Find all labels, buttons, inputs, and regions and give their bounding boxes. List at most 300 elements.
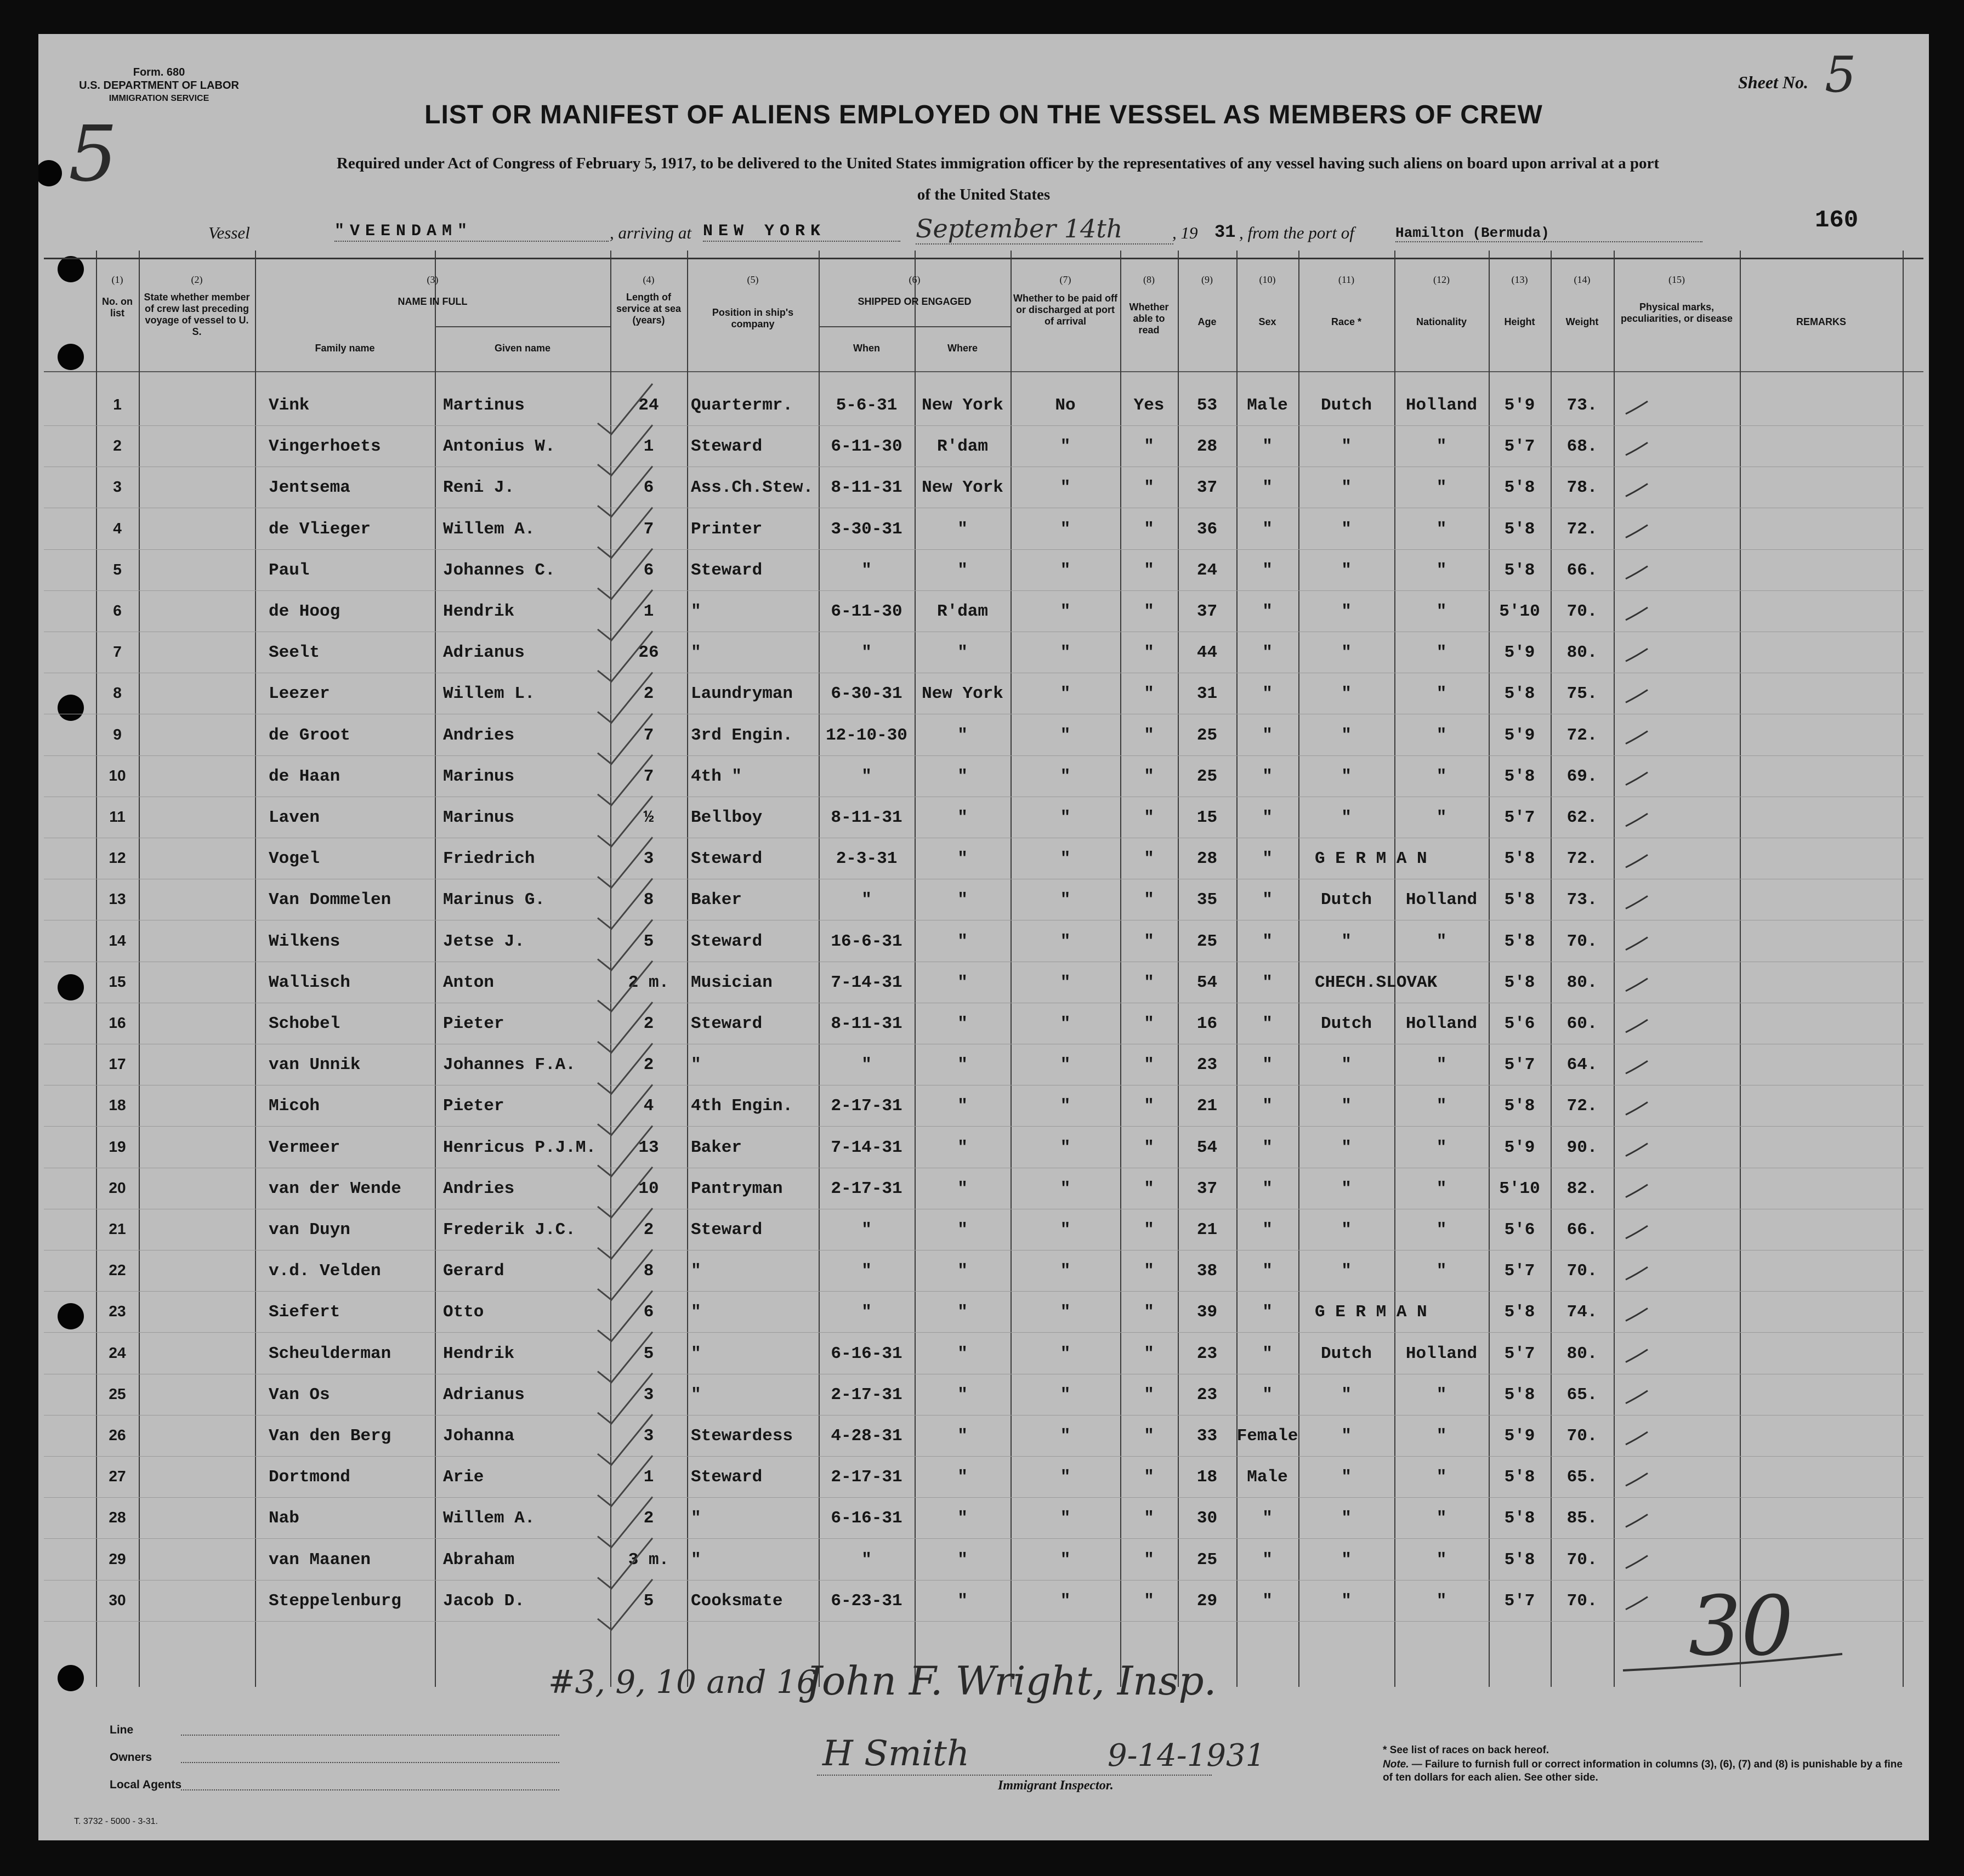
cell-age: 38 (1196, 1261, 1218, 1281)
cell-nationality: Holland (1405, 396, 1478, 415)
cell-height: 5'9 (1504, 1426, 1535, 1446)
footer-owners-label: Owners (110, 1751, 152, 1764)
cell-age: 54 (1196, 973, 1218, 992)
cell-paid: " (1060, 931, 1071, 951)
cell-position: " (691, 1385, 701, 1405)
cell-read: " (1144, 1138, 1154, 1157)
cell-read: " (1144, 1055, 1154, 1075)
cell-when: " (861, 643, 872, 663)
cell-read: " (1144, 890, 1154, 910)
cell-height: 5'7 (1504, 437, 1535, 457)
cell-height: 5'8 (1504, 1468, 1535, 1487)
cell-where: " (957, 1138, 968, 1157)
cell-family: Vogel (269, 849, 320, 869)
cell-sex: " (1262, 602, 1273, 621)
cell-family: Van den Berg (269, 1426, 391, 1446)
cell-height: 5'7 (1504, 1261, 1535, 1281)
cell-where: " (957, 1014, 968, 1033)
cell-service: 7 (643, 519, 654, 539)
physical-marks-dash (1626, 1308, 1648, 1321)
corner-number-mark: 5 (69, 110, 118, 199)
colnum-2: (2) (191, 274, 203, 285)
cell-given: Anton (443, 973, 495, 992)
cell-position: Bellboy (691, 808, 763, 827)
cell-when: 2-17-31 (831, 1179, 902, 1198)
cell-weight: 73. (1566, 890, 1598, 910)
cell-family: van der Wende (269, 1179, 401, 1198)
cell-nationality: " (1436, 1591, 1447, 1611)
cell-service: ½ (643, 808, 654, 827)
cell-when: " (861, 1055, 872, 1075)
colnum-8: (8) (1143, 274, 1155, 285)
col-header-name: NAME IN FULL (398, 296, 468, 307)
cell-age: 37 (1196, 1179, 1218, 1198)
cell-where: " (957, 808, 968, 827)
cell-no: 10 (109, 766, 126, 784)
cell-nationality: " (1436, 1220, 1447, 1240)
cell-sex: " (1262, 931, 1273, 951)
cell-family: de Groot (269, 725, 350, 745)
cell-nationality: " (1436, 1096, 1447, 1116)
cell-height: 5'7 (1504, 808, 1535, 827)
cell-where: " (957, 766, 968, 786)
cell-service: 6 (643, 560, 654, 580)
cell-race: CHECH.SLOVAK (1315, 973, 1438, 992)
cell-race: Dutch (1320, 1344, 1372, 1363)
physical-marks-dash (1626, 649, 1648, 661)
cell-nationality: " (1436, 1055, 1447, 1075)
cell-weight: 72. (1566, 519, 1598, 539)
cell-weight: 70. (1566, 931, 1598, 951)
cell-sex: " (1262, 1550, 1273, 1570)
physical-marks-dash (1626, 607, 1648, 620)
cell-nationality: Holland (1405, 890, 1478, 910)
cell-read: " (1144, 1014, 1154, 1033)
cell-sex: " (1262, 1303, 1273, 1322)
subtitle-line-2: of the United States (917, 186, 1051, 203)
cell-where: " (957, 1550, 968, 1570)
col-header-race: Race * (1331, 316, 1362, 327)
cell-height: 5'8 (1504, 890, 1535, 910)
footer-agents-field (181, 1789, 559, 1790)
physical-marks-dash (1626, 937, 1648, 950)
check-mark (598, 1084, 652, 1135)
cell-no: 27 (109, 1468, 126, 1485)
inspector-label: Immigrant Inspector. (998, 1778, 1114, 1793)
fine-note-label: Note. (1383, 1759, 1409, 1770)
races-footnote: * See list of races on back hereof. (1383, 1744, 1549, 1756)
cell-position: " (691, 1055, 701, 1075)
cell-paid: " (1060, 890, 1071, 910)
cell-family: Vink (269, 396, 310, 415)
physical-marks-dash (1626, 855, 1648, 867)
from-label: , from the port of (1239, 223, 1354, 242)
colnum-3: (3) (427, 274, 439, 285)
immigrant-inspector-signature: H Smith (822, 1733, 970, 1774)
cell-where: R'dam (936, 437, 988, 457)
cell-where: " (957, 1509, 968, 1528)
cell-read: " (1144, 1096, 1154, 1116)
physical-marks-dash (1626, 1020, 1648, 1032)
physical-marks-dash (1626, 1556, 1648, 1568)
cell-no: 24 (109, 1344, 126, 1361)
check-mark (598, 508, 652, 558)
cell-age: 25 (1196, 931, 1218, 951)
col-header-height: Height (1504, 316, 1535, 327)
cell-weight: 74. (1566, 1303, 1598, 1322)
cell-sex: " (1262, 478, 1273, 498)
cell-nationality: " (1436, 766, 1447, 786)
signature-rule (817, 1775, 1212, 1776)
cell-no: 12 (109, 849, 126, 867)
cell-when: 4-28-31 (831, 1426, 902, 1446)
cell-sex: " (1262, 1220, 1273, 1240)
cell-when: 2-3-31 (836, 849, 898, 869)
cell-height: 5'6 (1504, 1220, 1535, 1240)
cell-family: Seelt (269, 643, 320, 663)
cell-paid: " (1060, 519, 1071, 539)
cell-given: Arie (443, 1468, 484, 1487)
cell-sex: " (1262, 1138, 1273, 1157)
cell-where: " (957, 643, 968, 663)
cell-height: 5'8 (1504, 684, 1535, 704)
cell-family: Laven (269, 808, 320, 827)
cell-no: 26 (109, 1426, 126, 1443)
cell-family: Dortmond (269, 1468, 350, 1487)
cell-weight: 70. (1566, 602, 1598, 621)
cell-position: 3rd Engin. (691, 725, 793, 745)
cell-sex: " (1262, 973, 1273, 992)
cell-where: " (957, 1591, 968, 1611)
cell-weight: 75. (1566, 684, 1598, 704)
cell-where: " (957, 519, 968, 539)
cell-no: 21 (109, 1220, 126, 1237)
cell-paid: " (1060, 437, 1071, 457)
cell-where: " (957, 1468, 968, 1487)
cell-when: 7-14-31 (831, 973, 902, 992)
check-mark (598, 425, 652, 475)
cell-weight: 73. (1566, 396, 1598, 415)
cell-weight: 70. (1566, 1591, 1598, 1611)
cell-age: 33 (1196, 1426, 1218, 1446)
cell-age: 37 (1196, 602, 1218, 621)
col-header-family-name: Family name (315, 343, 375, 354)
cell-paid: " (1060, 973, 1071, 992)
col-header-read: Whether able to read (1129, 302, 1169, 336)
cell-read: " (1144, 766, 1154, 786)
cell-read: " (1144, 1220, 1154, 1240)
cell-sex: " (1262, 1096, 1273, 1116)
cell-age: 15 (1196, 808, 1218, 827)
cell-weight: 70. (1566, 1550, 1598, 1570)
cell-no: 18 (109, 1096, 126, 1114)
cell-service: 2 (643, 1220, 654, 1240)
cell-family: Vermeer (269, 1138, 340, 1157)
cell-nationality: " (1436, 560, 1447, 580)
physical-marks-dash (1626, 442, 1648, 455)
cell-weight: 85. (1566, 1509, 1598, 1528)
cell-sex: " (1262, 1385, 1273, 1405)
inspector-signature: John F. Wright, Insp. (806, 1658, 1217, 1704)
physical-marks-dash (1626, 731, 1648, 744)
cell-nationality: " (1436, 684, 1447, 704)
cell-nationality: " (1436, 437, 1447, 457)
cell-read: " (1144, 1509, 1154, 1528)
cell-position: Steward (691, 1220, 763, 1240)
cell-height: 5'9 (1504, 725, 1535, 745)
arrival-year: 31 (1214, 222, 1236, 242)
cell-position: Laundryman (691, 684, 793, 704)
check-mark (598, 631, 652, 681)
cell-read: " (1144, 1591, 1154, 1611)
physical-marks-dash (1626, 1391, 1648, 1403)
cell-given: Reni J. (443, 478, 515, 498)
check-mark (598, 1373, 652, 1424)
cell-read: " (1144, 1426, 1154, 1446)
cell-age: 31 (1196, 684, 1218, 704)
cell-where: " (957, 1303, 968, 1322)
cell-race: " (1341, 1550, 1352, 1570)
cell-paid: " (1060, 1014, 1071, 1033)
cell-sex: " (1262, 1591, 1273, 1611)
cell-paid: " (1060, 478, 1071, 498)
cell-weight: 68. (1566, 437, 1598, 457)
cell-when: " (861, 1550, 872, 1570)
cell-nationality: " (1436, 725, 1447, 745)
cell-no: 2 (113, 437, 122, 454)
cell-weight: 65. (1566, 1385, 1598, 1405)
check-mark (598, 837, 652, 888)
cell-race: Dutch (1320, 890, 1372, 910)
cell-when: 2-17-31 (831, 1468, 902, 1487)
cell-height: 5'8 (1504, 519, 1535, 539)
cell-height: 5'7 (1504, 1591, 1535, 1611)
cell-race: " (1341, 1591, 1352, 1611)
cell-sex: " (1262, 725, 1273, 745)
cell-where: " (957, 1179, 968, 1198)
cell-read: " (1144, 478, 1154, 498)
cell-position: " (691, 602, 701, 621)
footer-line-field (181, 1735, 559, 1736)
cell-family: Steppelenburg (269, 1591, 401, 1611)
cell-height: 5'10 (1499, 1179, 1540, 1198)
cell-position: Cooksmate (691, 1591, 783, 1611)
cell-family: Wilkens (269, 931, 340, 951)
cell-family: v.d. Velden (269, 1261, 381, 1281)
cell-race: " (1341, 684, 1352, 704)
cell-read: " (1144, 1179, 1154, 1198)
cell-family: van Duyn (269, 1220, 350, 1240)
cell-when: 16-6-31 (831, 931, 902, 951)
cell-read: " (1144, 519, 1154, 539)
cell-race: Dutch (1320, 1014, 1372, 1033)
cell-no: 14 (109, 931, 126, 949)
cell-when: " (861, 890, 872, 910)
cell-where: " (957, 725, 968, 745)
cell-age: 44 (1196, 643, 1218, 663)
cell-service: 3 (643, 1426, 654, 1446)
cell-sex: " (1262, 643, 1273, 663)
physical-marks-dash (1626, 1267, 1648, 1280)
cell-read: " (1144, 973, 1154, 992)
cell-when: 8-11-31 (831, 1014, 902, 1033)
cell-service: 10 (638, 1179, 659, 1198)
cell-given: Jacob D. (443, 1591, 525, 1611)
cell-weight: 80. (1566, 643, 1598, 663)
check-mark (598, 590, 652, 640)
cell-height: 5'10 (1499, 602, 1540, 621)
cell-no: 8 (113, 684, 122, 702)
check-mark (598, 1497, 652, 1547)
cell-no: 20 (109, 1179, 126, 1196)
cell-position: Steward (691, 560, 763, 580)
check-mark (598, 920, 652, 970)
cell-read: " (1144, 1261, 1154, 1281)
cell-where: " (957, 1055, 968, 1075)
col-header-when: When (853, 343, 880, 354)
cell-height: 5'9 (1504, 1138, 1535, 1157)
cell-service: 4 (643, 1096, 654, 1116)
check-mark (598, 1414, 652, 1465)
cell-no: 16 (109, 1014, 126, 1031)
cell-race: " (1341, 1096, 1352, 1116)
fine-note (1383, 1758, 1909, 1784)
cell-nationality: " (1436, 1426, 1447, 1446)
check-mark (598, 672, 652, 723)
cell-nationality: " (1436, 1261, 1447, 1281)
cell-weight: 80. (1566, 973, 1598, 992)
cell-paid: " (1060, 602, 1071, 621)
colnum-12: (12) (1433, 274, 1450, 285)
cell-height: 5'9 (1504, 396, 1535, 415)
cell-sex: " (1262, 1509, 1273, 1528)
physical-marks-dash (1626, 979, 1648, 991)
cell-age: 53 (1196, 396, 1218, 415)
cell-service: 24 (638, 396, 659, 415)
cell-given: Andries (443, 725, 515, 745)
colnum-6: (6) (909, 274, 921, 285)
cell-paid: " (1060, 1344, 1071, 1363)
cell-given: Antonius W. (443, 437, 555, 457)
colnum-4: (4) (643, 274, 655, 285)
cell-given: Pieter (443, 1014, 504, 1033)
cell-race: " (1341, 643, 1352, 663)
cell-given: Friedrich (443, 849, 535, 869)
cell-family: Schobel (269, 1014, 340, 1033)
cell-no: 1 (113, 396, 122, 413)
check-mark (598, 755, 652, 805)
cell-service: 5 (643, 931, 654, 951)
cell-age: 36 (1196, 519, 1218, 539)
cell-race: Dutch (1320, 396, 1372, 415)
cell-where: R'dam (936, 602, 988, 621)
cell-no: 9 (113, 725, 122, 743)
cell-where: " (957, 1096, 968, 1116)
col-header-given-name: Given name (494, 343, 551, 354)
cell-height: 5'8 (1504, 1303, 1535, 1322)
cell-read: " (1144, 643, 1154, 663)
cell-family: van Maanen (269, 1550, 371, 1570)
cell-weight: 65. (1566, 1468, 1598, 1487)
cell-height: 5'9 (1504, 643, 1535, 663)
col-header-sex: Sex (1258, 316, 1276, 327)
cell-family: van Unnik (269, 1055, 361, 1075)
cell-paid: " (1060, 766, 1071, 786)
cell-given: Willem A. (443, 519, 535, 539)
physical-marks-dash (1626, 1473, 1648, 1486)
sheet-no-value: 5 (1825, 46, 1857, 104)
colnum-15: (15) (1668, 274, 1685, 285)
cell-given: Andries (443, 1179, 515, 1198)
cell-given: Hendrik (443, 1344, 515, 1363)
cell-height: 5'8 (1504, 1509, 1535, 1528)
cell-position: " (691, 1344, 701, 1363)
manifest-sheet (38, 34, 1929, 1840)
check-mark (598, 1332, 652, 1383)
cell-height: 5'8 (1504, 931, 1535, 951)
colnum-5: (5) (747, 274, 759, 285)
cell-weight: 72. (1566, 849, 1598, 869)
cell-position: " (691, 643, 701, 663)
cell-paid: " (1060, 808, 1071, 827)
cell-weight: 70. (1566, 1261, 1598, 1281)
cell-when: 5-6-31 (836, 396, 898, 415)
folio-number: 160 (1815, 207, 1859, 234)
cell-when: 6-16-31 (831, 1509, 902, 1528)
cell-age: 25 (1196, 725, 1218, 745)
cell-family: de Haan (269, 766, 340, 786)
cell-weight: 66. (1566, 560, 1598, 580)
cell-age: 21 (1196, 1220, 1218, 1240)
cell-given: Willem A. (443, 1509, 535, 1528)
cell-service: 2 m. (628, 973, 669, 992)
cell-when: 12-10-30 (826, 725, 907, 745)
cell-position: Musician (691, 973, 773, 992)
vessel-label: Vessel (208, 223, 250, 242)
cell-where: " (957, 1261, 968, 1281)
cell-position: Baker (691, 1138, 742, 1157)
sheet-no-label: Sheet No. (1738, 72, 1808, 92)
cell-position: Baker (691, 890, 742, 910)
cell-race: G E R M A N (1315, 849, 1427, 869)
cell-position: " (691, 1509, 701, 1528)
arriving-label: , arriving at (610, 223, 691, 242)
col-header-position: Position in ship's company (712, 307, 794, 329)
cell-no: 6 (113, 602, 122, 619)
cell-paid: " (1060, 1261, 1071, 1281)
cell-when: " (861, 766, 872, 786)
cell-age: 18 (1196, 1468, 1218, 1487)
cell-sex: " (1262, 1014, 1273, 1033)
cell-nationality: Holland (1405, 1014, 1478, 1033)
cell-read: Yes (1133, 396, 1165, 415)
check-mark (598, 714, 652, 764)
cell-height: 5'8 (1504, 1385, 1535, 1405)
check-mark (598, 1538, 652, 1589)
cell-age: 28 (1196, 437, 1218, 457)
cell-height: 5'8 (1504, 478, 1535, 498)
physical-marks-dash (1626, 1061, 1648, 1073)
cell-sex: " (1262, 808, 1273, 827)
cell-age: 54 (1196, 1138, 1218, 1157)
check-mark (598, 1291, 652, 1341)
cell-when: 2-17-31 (831, 1096, 902, 1116)
cell-given: Adrianus (443, 1385, 525, 1405)
cell-race: " (1341, 808, 1352, 827)
cell-given: Abraham (443, 1550, 515, 1570)
physical-marks-dash (1626, 401, 1648, 414)
cell-nationality: " (1436, 519, 1447, 539)
